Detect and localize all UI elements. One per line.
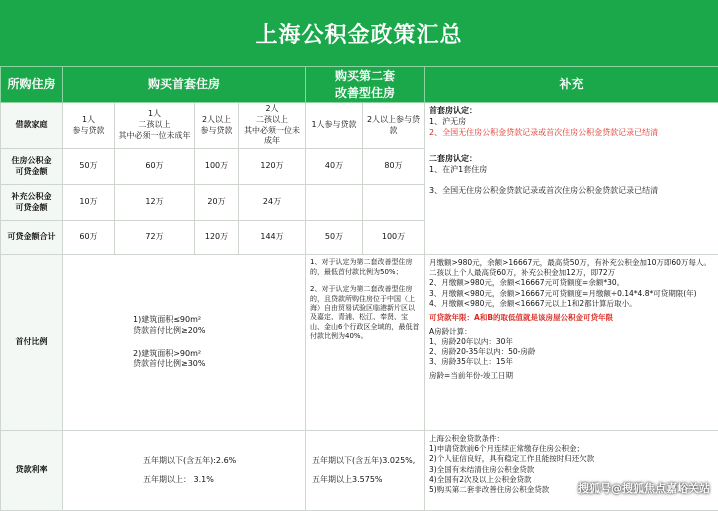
family-cell-2-line1: 1人: [117, 109, 192, 120]
rates-condition-2: 2)个人征信良好，具有稳定工作且能按时归还欠款: [429, 454, 714, 464]
supplementary-fund-value: [363, 185, 425, 221]
housing-fund-label-line1: 住房公积金: [3, 156, 60, 167]
header-supplement: 补充: [425, 67, 718, 103]
family-label: 借款家庭: [1, 103, 63, 149]
supp-age-2: 2、房龄20-35年以内：50-房龄: [429, 347, 714, 357]
rates-second-line2: 五年期以上3.575%: [312, 475, 418, 486]
header-first-home: 购买首套住房: [63, 67, 306, 103]
down-payment-first-line4: 贷款首付比例≥30%: [133, 359, 299, 370]
housing-fund-value: 50万: [63, 149, 115, 185]
down-payment-first-line3: 2)建筑面积>90m²: [133, 349, 299, 360]
family-cell-2-line2: 二孩以上: [117, 120, 192, 131]
rates-first: [63, 431, 306, 511]
family-cell-4-line1: 2人: [241, 104, 303, 115]
rates-condition-1: 1)申请贷款前6个月连续正常缴存住房公积金；: [429, 444, 714, 454]
total-value: 120万: [195, 221, 239, 255]
down-payment-second: [306, 255, 425, 431]
supplementary-fund-value: 10万: [63, 185, 115, 221]
total-value: 100万: [363, 221, 425, 255]
housing-fund-label: [1, 149, 63, 185]
supp-age-3: 3、房龄35年以上：15年: [429, 357, 714, 367]
supplementary-fund-value: 12万: [115, 185, 195, 221]
header-second-home: [306, 67, 425, 103]
down-payment-label: 首付比例: [1, 255, 63, 431]
total-value: 144万: [239, 221, 306, 255]
supp-age-1: 1、房龄20年以内：30年: [429, 337, 714, 347]
total-value: 72万: [115, 221, 195, 255]
housing-fund-value: 100万: [195, 149, 239, 185]
rates-row: [1, 431, 718, 511]
down-payment-supplement: [425, 255, 718, 431]
supplementary-fund-value: 20万: [195, 185, 239, 221]
total-value: 50万: [306, 221, 363, 255]
rates-first-line2: 五年期以上： 3.1%: [143, 475, 299, 486]
family-cell-3-line1: 2人以上: [197, 115, 236, 126]
first-home-notes: [425, 103, 718, 255]
supp-age-formula: 房龄=当前年份-竣工日期: [429, 371, 714, 381]
rates-condition-5: 5)购买第二套非改善住房公积金贷款: [429, 485, 714, 495]
family-cell-4: [239, 103, 306, 149]
header-purchase: 所购住房: [1, 67, 63, 103]
down-payment-second-p2: 2、对于认定为第二套改善型住房的，且贷款所购住房位于中国（上海）自由贸易试验区临港新片区以及嘉定、青浦、松江、奉贤、宝山、金山6个行政区全域的，最低首付款比例为40%。: [310, 285, 420, 342]
family-row: [1, 103, 718, 149]
rates-first-line1: 五年期以下(含五年):2.6%: [143, 456, 299, 467]
rates-condition-4: 4)全国有2次及以上公积金贷款: [429, 475, 714, 485]
housing-fund-value: 40万: [306, 149, 363, 185]
watermark: 搜狐号@搜狐焦点嘉峪关站: [578, 480, 710, 496]
page-title: 上海公积金政策汇总: [0, 0, 718, 66]
rates-second-line1: 五年期以下(含五年)3.025%,: [312, 456, 418, 467]
family-cell-1: [63, 103, 115, 149]
housing-fund-label-line2: 可贷金额: [3, 167, 60, 178]
family-cell-5: 1人参与贷款: [306, 103, 363, 149]
supp-line-2: 2、月缴额>980元，余额<16667元可贷额度=余额*30。: [429, 278, 714, 288]
supp-line-4: 4、月缴额<980元，余额<16667元以上1和2都计算后取小。: [429, 299, 714, 309]
down-payment-row: [1, 255, 718, 431]
header-row: [1, 67, 718, 103]
rates-conditions-heading: 上海公积金贷款条件：: [429, 434, 714, 444]
rates-condition-3: 3)全国有未结清住房公积金贷款: [429, 465, 714, 475]
total-label: 可贷金额合计: [1, 221, 63, 255]
family-cell-1-line1: 1人: [65, 115, 112, 126]
down-payment-first: [63, 255, 306, 431]
rates-supplement: [425, 431, 718, 511]
housing-fund-value: 60万: [115, 149, 195, 185]
notes-item-1: 1、沪无房: [429, 117, 714, 128]
family-cell-6: 2人以上参与贷款: [363, 103, 425, 149]
rates-second: [306, 431, 425, 511]
supp-line-3: 3、月缴额<980元，余额>16667元可贷额度=月缴额÷0.14*4.8*可贷期限(年): [429, 289, 714, 299]
rates-label: 贷款利率: [1, 431, 63, 511]
supplementary-fund-value: [306, 185, 363, 221]
down-payment-second-p1: 1、对于认定为第二套改善型住房的，最低首付款比例为50%；: [310, 258, 420, 277]
supp-loan-term-note: 可贷款年限：A和B的取低值就是该房屋公积金可贷年限: [429, 313, 714, 323]
supp-line-1: 月缴额>980元，余额>16667元，最高贷50万，有补充公积金加10万即60万每人。二孩以上个人最高贷60万，补充公积金加12万，即72万: [429, 258, 714, 278]
total-value: 60万: [63, 221, 115, 255]
supplementary-fund-label: [1, 185, 63, 221]
policy-table: [0, 66, 718, 511]
family-cell-2-line3: 其中必须一位未成年: [117, 131, 192, 142]
header-second-home-line1: 购买第二套: [308, 68, 422, 84]
family-cell-2: [115, 103, 195, 149]
down-payment-first-line1: 1)建筑面积≤90m²: [133, 315, 299, 326]
family-cell-1-line2: 参与贷款: [65, 126, 112, 137]
family-cell-3: [195, 103, 239, 149]
family-cell-4-line2: 二孩以上: [241, 115, 303, 126]
family-cell-3-line2: 参与贷款: [197, 126, 236, 137]
supplementary-fund-value: 24万: [239, 185, 306, 221]
notes-heading-second: 二套房认定：: [429, 154, 714, 165]
header-second-home-line2: 改善型住房: [308, 85, 422, 101]
notes-item-4: 3、全国无住房公积金贷款记录或首次住房公积金贷款记录已结清: [429, 186, 714, 197]
family-cell-4-line3: 其中必须一位未成年: [241, 126, 303, 148]
down-payment-first-line2: 贷款首付比例≥20%: [133, 326, 299, 337]
notes-item-2: 2、全国无住房公积金贷款记录或首次住房公积金贷款记录已结清: [429, 128, 714, 139]
housing-fund-value: 80万: [363, 149, 425, 185]
notes-heading-first: 首套房认定：: [429, 106, 714, 117]
supp-age-heading: A房龄计算：: [429, 327, 714, 337]
supplementary-fund-label-line2: 可贷金额: [3, 203, 60, 214]
housing-fund-value: 120万: [239, 149, 306, 185]
notes-item-3: 1、在沪1套住房: [429, 165, 714, 176]
supplementary-fund-label-line1: 补充公积金: [3, 192, 60, 203]
